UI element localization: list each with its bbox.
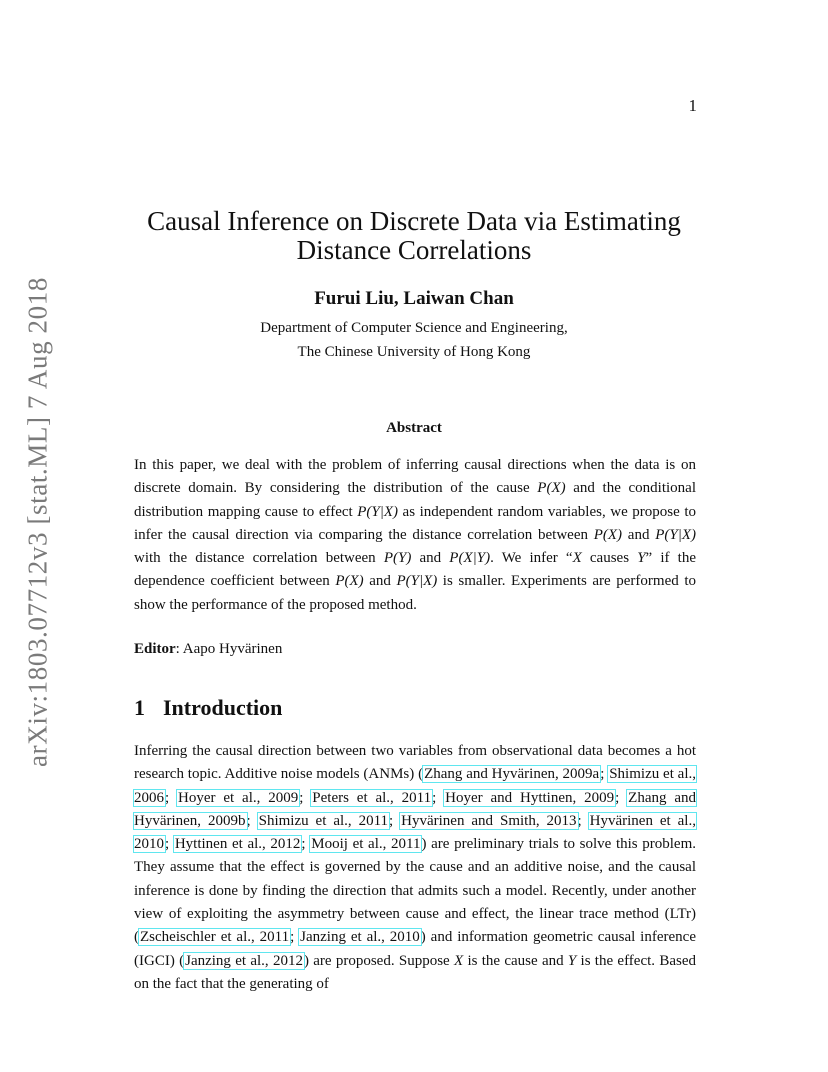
abstract-text-run: and — [363, 573, 397, 590]
section-title: Introduction — [163, 695, 283, 720]
citation-link[interactable]: Mooij et al., 2011 — [311, 836, 421, 853]
intro-text-run: Inferring the causal direction between two variables from observational data becomes a hot research topic. Additive noise models (ANMs) ( — [134, 743, 696, 783]
editor-line — [134, 641, 282, 658]
citation-link[interactable]: Zhang and Hyvärinen, 2009b — [134, 789, 696, 829]
intro-text-run: is the cause and — [463, 952, 568, 969]
abstract-text-run: and the conditional distribution mapping cause to effect — [134, 480, 697, 520]
citation-link[interactable]: Zhang and Hyvärinen, 2009a — [424, 766, 600, 783]
abstract-text-run: as independent random variables, we propose to infer the causal direction via comparing the distance correlation between — [134, 503, 696, 543]
citation-link[interactable]: Shimizu et al., 2011 — [258, 812, 389, 829]
section-heading — [134, 695, 282, 721]
abstract-text — [134, 454, 696, 617]
math-expression: P(Y|X) — [396, 573, 438, 590]
page-number: 1 — [688, 96, 697, 115]
editor-label: Editor — [134, 641, 176, 657]
math-expression: Y — [637, 550, 646, 567]
intro-text-run: ; — [577, 812, 589, 829]
abstract-text-run: . We infer “ — [490, 550, 573, 567]
intro-text-run: ; — [389, 812, 401, 829]
math-expression: P(X) — [537, 480, 566, 497]
math-expression: P(Y) — [383, 550, 412, 567]
authors: Furui Liu, Laiwan Chan — [314, 288, 514, 309]
affiliation — [0, 316, 828, 364]
introduction-text — [134, 740, 696, 996]
intro-text-run: ; — [600, 766, 609, 783]
paper-title — [0, 207, 828, 265]
citation-link[interactable]: Zscheischler et al., 2011 — [140, 929, 290, 946]
abstract-heading: Abstract — [386, 420, 442, 436]
intro-text-run: ; — [301, 836, 311, 853]
intro-text-run: ; — [246, 812, 258, 829]
intro-text-run: ) and information geometric causal inference (IGCI) ( — [134, 929, 696, 969]
intro-text-run: ; — [615, 789, 628, 806]
intro-text-run: ; — [299, 789, 312, 806]
intro-text-run: ) are proposed. Suppose — [303, 952, 454, 969]
citation-link[interactable]: Hyttinen et al., 2012 — [174, 836, 301, 853]
editor-name: : Aapo Hyvärinen — [175, 641, 283, 657]
citation-link[interactable]: Shimizu et al., 2006 — [134, 766, 697, 806]
math-expression: P(Y|X) — [655, 526, 696, 543]
math-expression: P(X) — [593, 526, 623, 543]
title-line: Causal Inference on Discrete Data via Estimating — [147, 206, 681, 236]
affiliation-line: Department of Computer Science and Engineering, — [260, 320, 568, 336]
math-expression: P(Y|X) — [357, 503, 399, 520]
intro-text-run: ; — [432, 789, 445, 806]
math-expression: Y — [567, 952, 577, 969]
intro-text-run: ; — [165, 789, 178, 806]
abstract-text-run: and — [411, 550, 450, 567]
math-expression: X — [572, 550, 582, 567]
citation-link[interactable]: Hyvärinen and Smith, 2013 — [401, 812, 577, 829]
abstract-text-run: is smaller. Experiments are performed to show the performance of the proposed method. — [134, 573, 696, 613]
math-expression: P(X|Y) — [449, 550, 491, 567]
citation-link[interactable]: Peters et al., 2011 — [312, 789, 432, 806]
math-expression: P(X) — [335, 573, 364, 590]
citation-link[interactable]: Janzing et al., 2012 — [185, 952, 303, 969]
abstract-text-run: In this paper, we deal with the problem of inferring causal directions when the data is on discrete domain. By considering the distribution of the cause — [134, 457, 696, 497]
citation-link[interactable]: Hyvärinen et al., 2010 — [134, 812, 696, 853]
intro-text-run: is the effect. Based on the fact that the generating of — [134, 952, 696, 992]
citation-link[interactable]: Hoyer et al., 2009 — [178, 789, 299, 806]
abstract-text-run: with the distance correlation between — [134, 550, 384, 567]
intro-text-run: ) are preliminary trials to solve this problem. They assume that the effect is governed by the cause and an additive noise, and the causal inference is done by finding the direction that admits such a model. Recently, under another view of exploiting the asymmetry between cause and effect, the linear trace method (LTr) ( — [134, 836, 697, 946]
abstract-text-run: and — [622, 526, 656, 543]
section-number: 1 — [134, 695, 145, 720]
abstract-text-run: causes — [581, 550, 638, 567]
title-line: Distance Correlations — [296, 235, 532, 265]
citation-link[interactable]: Janzing et al., 2010 — [300, 929, 420, 946]
affiliation-line: The Chinese University of Hong Kong — [297, 344, 531, 360]
arxiv-identifier: arXiv:1803.07712v3 [stat.ML] 7 Aug 2018 — [22, 277, 53, 767]
intro-text-run: ; — [165, 836, 174, 853]
citation-link[interactable]: Hoyer and Hyttinen, 2009 — [445, 789, 615, 806]
math-expression: X — [453, 952, 464, 969]
abstract-text-run: ” if the dependence coefficient between — [134, 550, 696, 590]
intro-text-run: ; — [290, 929, 300, 946]
